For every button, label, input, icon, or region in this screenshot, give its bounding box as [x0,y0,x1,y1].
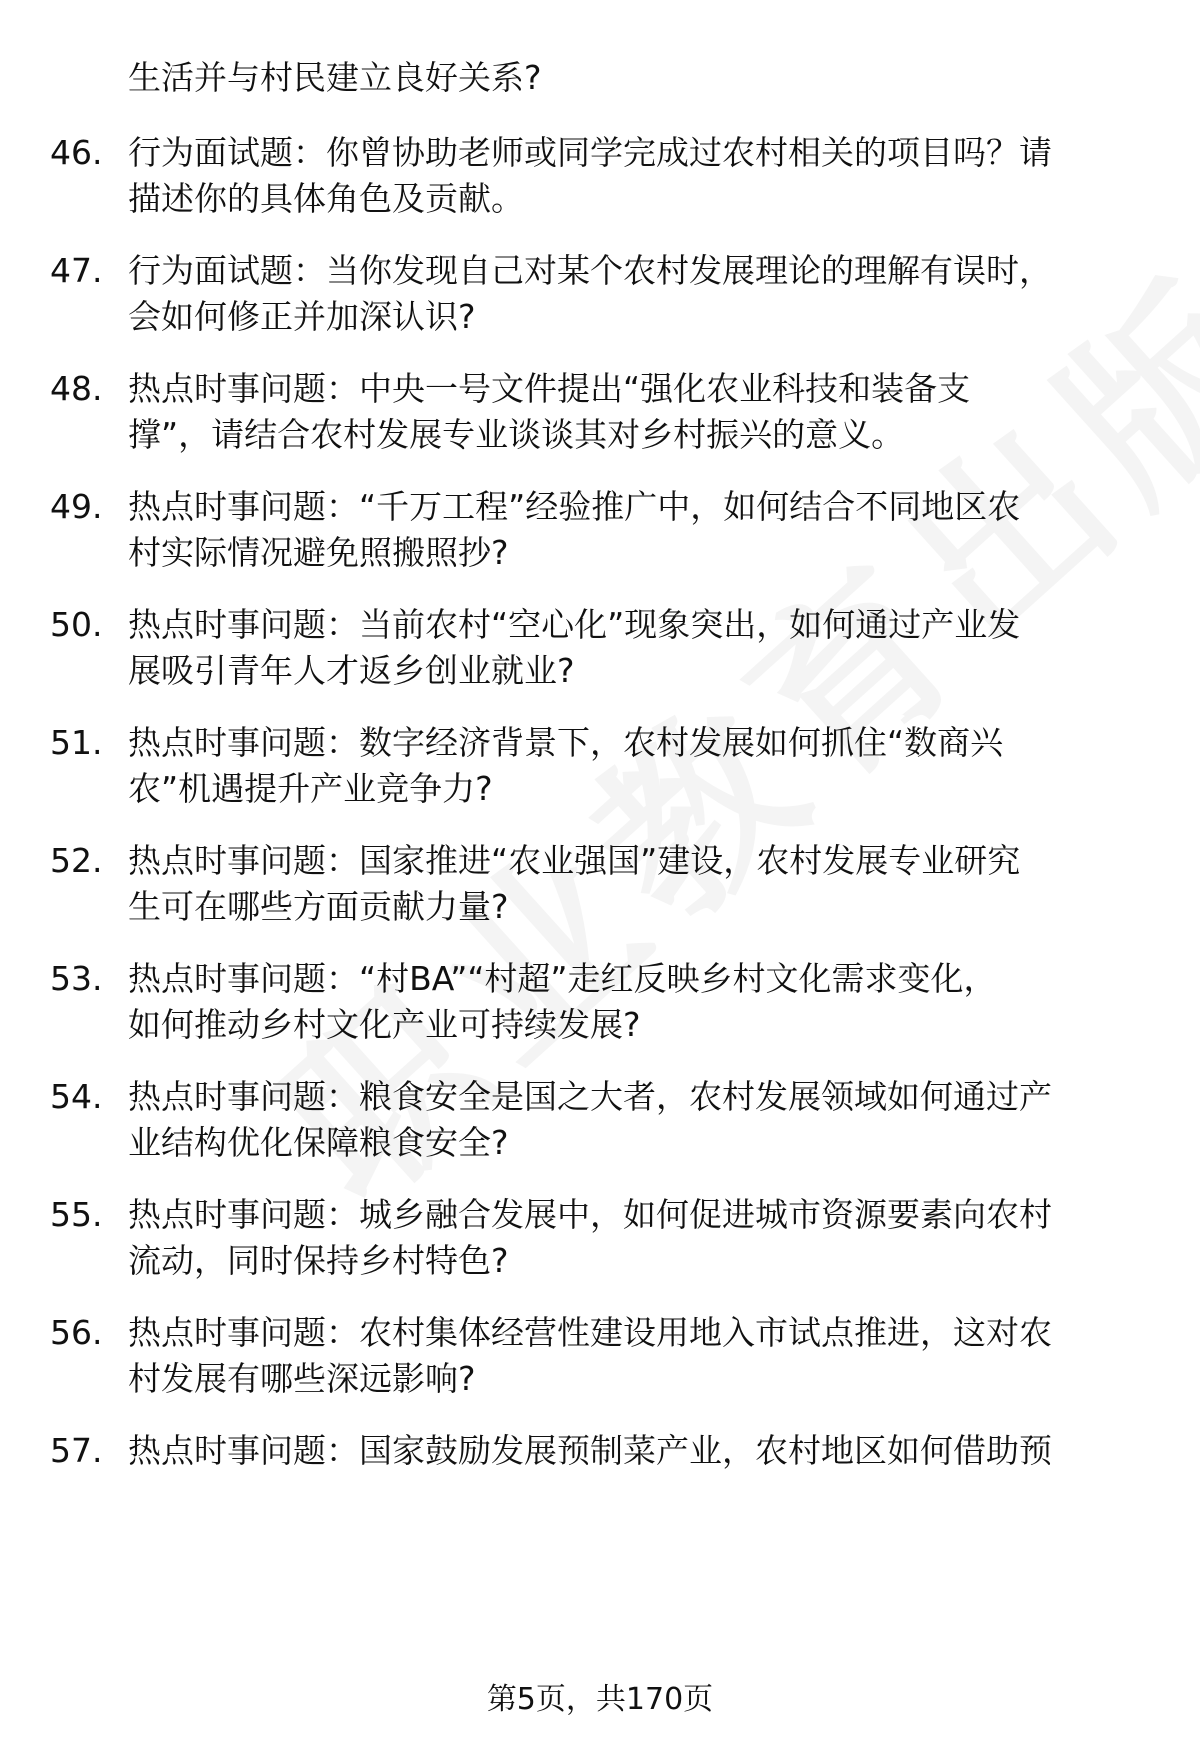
question-text-line2: 村发展有哪些深远影响? [128,1359,476,1398]
question-text-line2: 会如何修正并加深认识? [128,297,476,336]
question-text-line1: 热点时事问题：“千万工程”经验推广中，如何结合不同地区农 [128,487,1021,526]
question-number: 56. [50,1313,103,1352]
question-text-line1: 热点时事问题：国家鼓励发展预制菜产业，农村地区如何借助预 [128,1431,1052,1470]
question-number: 48. [50,369,103,408]
question-item [0,1077,1200,1197]
question-text-line2: 如何推动乡村文化产业可持续发展? [128,1005,641,1044]
question-text-line1: 行为面试题：你曾协助老师或同学完成过农村相关的项目吗？请 [128,133,1052,172]
question-text-line1: 行为面试题：当你发现自己对某个农村发展理论的理解有误时， [128,251,1052,290]
continued-line: 生活并与村民建立良好关系? [128,58,542,97]
question-text-line2: 业结构优化保障粮食安全? [128,1123,509,1162]
question-number: 50. [50,605,103,644]
question-text-line1: 热点时事问题：“村BA”“村超”走红反映乡村文化需求变化， [128,959,997,998]
question-item [0,1195,1200,1315]
page-footer: 第5页，共170页 [486,1682,714,1717]
question-number: 46. [50,133,103,172]
question-number: 54. [50,1077,103,1116]
question-text-line2: 描述你的具体角色及贡献。 [128,179,524,218]
question-text-line1: 热点时事问题：国家推进“农业强国”建设，农村发展专业研究 [128,841,1021,880]
question-item [0,605,1200,725]
question-item [0,487,1200,607]
question-item [0,1313,1200,1433]
question-item [0,723,1200,843]
question-text-line1: 热点时事问题：城乡融合发展中，如何促进城市资源要素向农村 [128,1195,1052,1234]
question-number: 52. [50,841,103,880]
question-text-line1: 热点时事问题：中央一号文件提出“强化农业科技和装备支 [128,369,971,408]
question-text-line2: 生可在哪些方面贡献力量? [128,887,509,926]
question-number: 47. [50,251,103,290]
question-text-line2: 农”机遇提升产业竞争力? [128,769,493,808]
question-number: 55. [50,1195,103,1234]
question-text-line2: 流动，同时保持乡村特色? [128,1241,509,1280]
question-number: 49. [50,487,103,526]
question-text-line1: 热点时事问题：数字经济背景下，农村发展如何抓住“数商兴 [128,723,1004,762]
question-item [0,369,1200,489]
question-number: 53. [50,959,103,998]
question-text-line2: 村实际情况避免照搬照抄? [128,533,509,572]
question-text-line2: 展吸引青年人才返乡创业就业? [128,651,575,690]
question-text-line1: 热点时事问题：粮食安全是国之大者，农村发展领域如何通过产 [128,1077,1052,1116]
question-number: 57. [50,1431,103,1470]
question-number: 51. [50,723,103,762]
question-item [0,133,1200,253]
question-text-line2: 撑”，请结合农村发展专业谈谈其对乡村振兴的意义。 [128,415,905,454]
question-text-line1: 热点时事问题：农村集体经营性建设用地入市试点推进，这对农 [128,1313,1052,1352]
question-text-line1: 热点时事问题：当前农村“空心化”现象突出，如何通过产业发 [128,605,1021,644]
question-item [0,1431,1200,1551]
question-item [0,841,1200,961]
question-item [0,959,1200,1079]
question-item [0,251,1200,371]
